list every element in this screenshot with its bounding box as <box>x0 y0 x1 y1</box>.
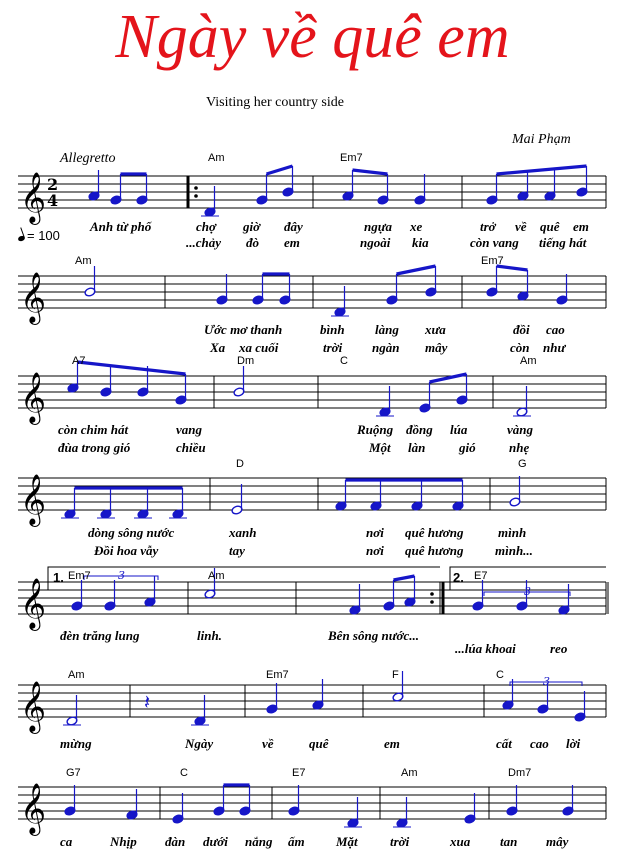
lyric-syllable: Một <box>369 440 391 455</box>
lyric-syllable: cất <box>496 736 512 751</box>
lyric-syllable: đàn <box>165 834 186 849</box>
lyric-syllable: đùa trong gió <box>58 440 131 455</box>
lyric-syllable: Mặt <box>336 834 358 849</box>
song-subtitle: Visiting her country side <box>206 95 344 110</box>
chord-symbol: Em7 <box>68 570 91 582</box>
lyric-syllable: nơi <box>366 525 384 540</box>
lyric-syllable: mây <box>425 340 448 355</box>
lyric-syllable: đò <box>246 235 259 250</box>
chord-symbol: C <box>496 669 504 681</box>
lyric-syllable: ca <box>60 834 73 849</box>
treble-clef-icon: 𝄞 <box>20 272 47 323</box>
chord-symbol: C <box>180 767 188 779</box>
lyric-syllable: làn <box>408 440 426 455</box>
note-beam <box>78 362 186 374</box>
lyric-syllable: quê hương <box>405 525 464 540</box>
chord-symbol: Em7 <box>340 152 363 164</box>
lyric-syllable: giờ <box>243 219 261 234</box>
treble-clef-icon: 𝄞 <box>20 172 47 223</box>
chord-symbol: D <box>236 458 244 470</box>
lyric-syllable: Nhịp <box>110 834 137 849</box>
chord-symbol: Dm7 <box>508 767 532 779</box>
quarter-rest-icon: 𝄽 <box>144 690 151 714</box>
lyric-syllable: bình <box>320 322 345 337</box>
lyric-syllable: nhẹ <box>509 440 530 455</box>
lyric-syllable: chiều <box>176 440 206 455</box>
lyric-syllable: quê <box>309 736 329 751</box>
lyric-syllable: linh. <box>197 628 222 643</box>
note-beam <box>394 576 415 580</box>
chord-symbol: Dm <box>237 355 255 367</box>
repeat-dot <box>430 600 434 604</box>
lyric-syllable: còn chim hát <box>58 422 129 437</box>
lyric-syllable: cao <box>530 736 549 751</box>
chord-symbol: A7 <box>72 355 86 367</box>
lyric-syllable: Đồi hoa vẫy <box>94 543 159 558</box>
volta-1-bracket <box>48 567 440 590</box>
lyric-syllable: ...lúa khoai <box>455 641 516 656</box>
lyric-syllable: ngoài <box>360 235 391 250</box>
lyric-syllable: gió <box>459 440 476 455</box>
lyric-syllable: ...chảy <box>186 235 222 250</box>
chord-symbol: Em7 <box>481 255 504 267</box>
note-beam <box>430 374 467 382</box>
tuplet-number: 3 <box>543 675 550 688</box>
treble-clef-icon: 𝄞 <box>20 681 47 732</box>
lyric-syllable: quê hương <box>405 543 464 558</box>
lyric-syllable: chợ <box>196 219 216 234</box>
chord-symbol: Am <box>68 669 85 681</box>
lyric-syllable: tay <box>229 543 245 558</box>
chord-symbol: Am <box>75 255 92 267</box>
lyric-syllable: em <box>384 736 400 751</box>
chord-symbol: Am <box>401 767 418 779</box>
volta-1-label: 1. <box>53 570 64 585</box>
lyric-syllable: cao <box>546 322 565 337</box>
lyric-syllable: em <box>573 219 589 234</box>
chord-symbol: Am <box>208 570 225 582</box>
time-signature-top: 2 <box>47 175 59 194</box>
lyric-syllable: ngựa <box>364 219 393 234</box>
lyric-syllable: đây <box>284 219 303 234</box>
lyric-syllable: xưa <box>425 322 446 337</box>
lyric-syllable: Ngày <box>185 736 214 751</box>
lyric-syllable: lời <box>566 736 581 751</box>
lyric-syllable: đèn trăng lung <box>60 628 140 643</box>
lyric-syllable: đồi <box>513 322 530 337</box>
lyric-syllable: vàng <box>507 422 533 437</box>
lyric-syllable: tan <box>500 834 518 849</box>
lyric-syllable: ngàn <box>372 340 400 355</box>
lyric-syllable: quê <box>540 219 560 234</box>
lyric-syllable: Anh từ phố <box>90 219 152 234</box>
chord-symbol: C <box>340 355 348 367</box>
repeat-dot <box>430 592 434 596</box>
lyric-syllable: dòng sông nước <box>88 525 175 540</box>
tempo-bpm: = 100 <box>27 228 60 243</box>
chord-symbol: Em7 <box>266 669 289 681</box>
lyric-syllable: Bên sông nước... <box>328 628 419 643</box>
lyric-syllable: nơi <box>366 543 384 558</box>
lyric-syllable: mây <box>546 834 569 849</box>
volta-2-label: 2. <box>453 570 464 585</box>
lyric-syllable: trời <box>323 340 343 355</box>
lyric-syllable: Ước mơ thanh <box>204 322 283 337</box>
note-beam <box>353 170 388 174</box>
lyric-syllable: kia <box>412 235 429 250</box>
lyric-syllable: reo <box>550 641 568 656</box>
lyric-syllable: tiếng hát <box>539 235 587 250</box>
time-signature-bottom: 4 <box>47 191 59 210</box>
chord-symbol: G <box>518 458 527 470</box>
note-beam <box>267 166 293 174</box>
lyric-syllable: làng <box>375 322 399 337</box>
lyric-syllable: như <box>543 340 566 355</box>
note-beam <box>397 266 436 274</box>
treble-clef-icon: 𝄞 <box>20 372 47 423</box>
treble-clef-icon: 𝄞 <box>20 783 47 834</box>
lyric-syllable: xanh <box>229 525 257 540</box>
lyric-syllable: Ruộng <box>357 422 394 437</box>
treble-clef-icon: 𝄞 <box>20 474 47 525</box>
chord-symbol: G7 <box>66 767 81 779</box>
lyric-syllable: xe <box>410 219 423 234</box>
lyric-syllable: về <box>262 736 274 751</box>
chord-symbol: E7 <box>292 767 306 779</box>
lyric-syllable: ấm <box>288 834 305 849</box>
repeat-dot <box>194 194 198 198</box>
chord-symbol: E7 <box>474 570 488 582</box>
lyric-syllable: Xa <box>210 340 226 355</box>
chord-symbol: Am <box>208 152 225 164</box>
composer-name: Mai Phạm <box>512 132 571 147</box>
lyric-syllable: dưới <box>203 834 228 849</box>
note-beam <box>497 166 587 174</box>
lyric-syllable: xua <box>450 834 471 849</box>
lyric-syllable: trở <box>480 219 496 234</box>
lyric-syllable: đồng <box>406 422 433 437</box>
lyric-syllable: nắng <box>245 834 273 849</box>
lyric-syllable: mình... <box>495 543 533 558</box>
tuplet-number: 3 <box>524 585 531 598</box>
lyric-syllable: xa cuối <box>239 340 279 355</box>
tempo-text: Allegretto <box>60 151 116 166</box>
treble-clef-icon: 𝄞 <box>20 578 47 629</box>
lyric-syllable: về <box>515 219 527 234</box>
chord-symbol: Am <box>520 355 537 367</box>
lyric-syllable: còn vang <box>470 235 519 250</box>
lyric-syllable: mình <box>498 525 527 540</box>
lyric-syllable: trời <box>390 834 410 849</box>
lyric-syllable: lúa <box>450 422 468 437</box>
lyric-syllable: vang <box>176 422 202 437</box>
song-title: Ngày về quê em <box>115 3 510 71</box>
lyric-syllable: em <box>284 235 300 250</box>
lyric-syllable: còn <box>510 340 530 355</box>
lyric-syllable: mừng <box>60 736 92 751</box>
chord-symbol: F <box>392 669 399 681</box>
tuplet-number: 3 <box>118 569 125 582</box>
repeat-dot <box>194 186 198 190</box>
